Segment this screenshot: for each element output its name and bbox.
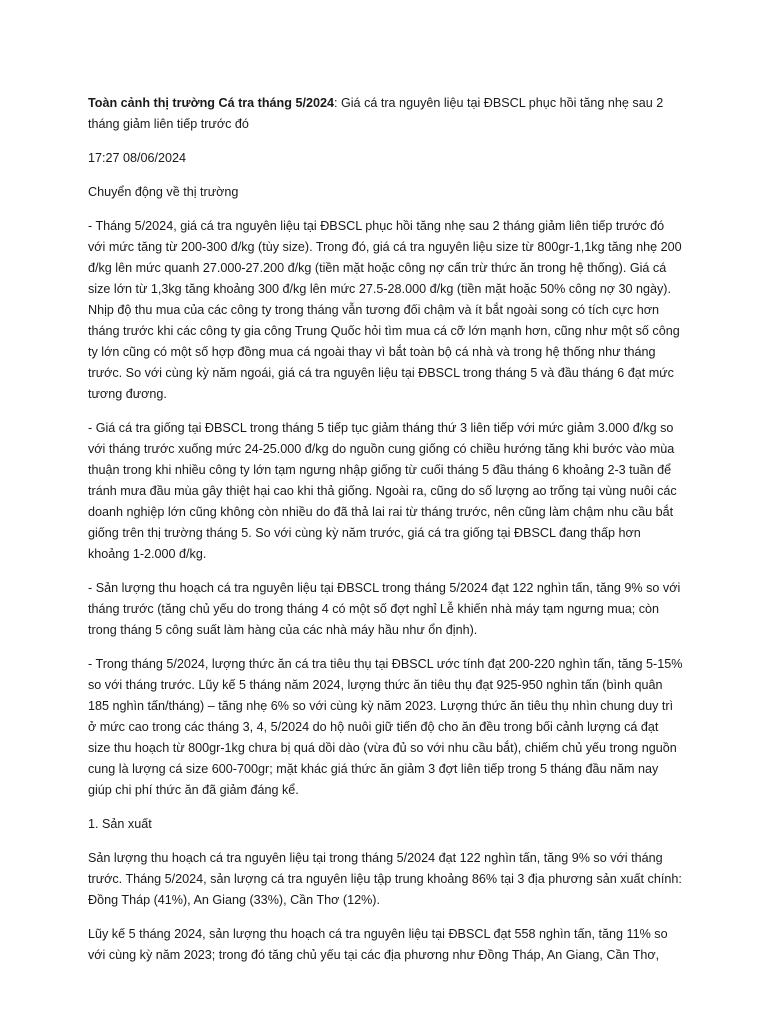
article-title-rest: : Giá cá tra nguyên liệu tại ĐBSCL phục hồi tăng nhẹ sau 2 tháng giảm liên tiếp trước đó — [88, 96, 664, 131]
paragraph-production-monthly: Sản lượng thu hoạch cá tra nguyên liệu tại trong tháng 5/2024 đạt 122 nghìn tấn, tăng 9% so với tháng trước. Tháng 5/2024, sản lượng cá tra nguyên liệu tập trung khoảng 86% tại 3 địa phương sản xuất chính: Đồng Tháp (41%), An Giang (33%), Cần Thơ (12%). — [88, 851, 682, 907]
paragraph-fingerling-price: - Giá cá tra giống tại ĐBSCL trong tháng 5 tiếp tục giảm tháng thứ 3 liên tiếp với mức giảm 3.000 đ/kg so với tháng trước xuống mức 24-25.000 đ/kg do nguồn cung giống có chiều hướng tăng khi bước vào mùa thuận trong khi nhiều công ty lớn tạm ngưng nhập giống từ cuối tháng 5 đầu tháng 6 khoảng 2-3 tuần để tránh mưa đầu mùa gây thiệt hại cao khi thả giống. Ngoài ra, cũng do số lượng ao trống tại vùng nuôi các doanh nghiệp lớn cũng không còn nhiều do đã thả lai rai từ tháng trước, nên cũng làm chậm nhu cầu bắt giống trên thị trường tháng 5. So với cùng kỳ năm trước, giá cá tra giống tại ĐBSCL đang thấp hơn khoảng 1-2.000 đ/kg. — [88, 421, 677, 561]
article-body — [88, 93, 684, 979]
article-timestamp: 17:27 08/06/2024 — [88, 151, 187, 165]
article-title — [88, 93, 684, 135]
paragraph-raw-price: - Tháng 5/2024, giá cá tra nguyên liệu tại ĐBSCL phục hồi tăng nhẹ sau 2 tháng giảm liên tiếp trước đó với mức tăng từ 200-300 đ/kg (tùy size). Trong đó, giá cá tra nguyên liệu size từ 800gr-1,1kg tăng nhẹ 200 đ/kg lên mức quanh 27.000-27.200 đ/kg (tiền mặt hoặc công nợ cấn trừ thức ăn trong hệ thống). Giá cá size lớn từ 1,3kg tăng khoảng 300 đ/kg lên mức 27.5-28.000 đ/kg (tiền mặt hoặc 50% công nợ 30 ngày). Nhịp độ thu mua của các công ty trong tháng vẫn tương đối chậm và ít bắt ngoài song có tích cực hơn tháng trước khi các công ty gia công Trung Quốc hỏi tìm mua cá cỡ lớn mạnh hơn, cũng như một số công ty lớn cũng có một số hợp đồng mua cá ngoài thay vì bắt toàn bộ cá nhà và trong hệ thống như tháng trước. So với cùng kỳ năm ngoái, giá cá tra nguyên liệu tại ĐBSCL trong tháng 5 và đầu tháng 6 đạt mức tương đương. — [88, 219, 682, 401]
article-title-bold: Toàn cảnh thị trường Cá tra tháng 5/2024 — [88, 96, 334, 110]
paragraph-production-cumulative: Lũy kế 5 tháng 2024, sản lượng thu hoạch cá tra nguyên liệu tại ĐBSCL đạt 558 nghìn tấn, tăng 11% so với cùng kỳ năm 2023; trong đó tăng chủ yếu tại các địa phương như Đồng Tháp, An Giang, Cần Thơ, — [88, 927, 668, 962]
section-heading-production: 1. Sản xuất — [88, 817, 152, 831]
section-heading-market: Chuyển động về thị trường — [88, 185, 239, 199]
paragraph-feed-consumption: - Trong tháng 5/2024, lượng thức ăn cá tra tiêu thụ tại ĐBSCL ước tính đạt 200-220 nghìn tấn, tăng 5-15% so với tháng trước. Lũy kế 5 tháng năm 2024, lượng thức ăn tiêu thụ đạt 925-950 nghìn tấn (bình quân 185 nghìn tấn/tháng) – tăng nhẹ 6% so với cùng kỳ năm 2023. Lượng thức ăn tiêu thụ nhìn chung duy trì ở mức cao trong các tháng 3, 4, 5/2024 do hộ nuôi giữ tiến độ cho ăn đều trong bối cảnh lượng cá đạt size thu hoạch từ 800gr-1kg chưa bị quá dồi dào (vừa đủ so với nhu cầu bắt), chiếm chủ yếu trong nguồn cung là lượng cá size 600-700gr; mặt khác giá thức ăn giảm 3 đợt liên tiếp trong 5 tháng đầu năm nay giúp chi phí thức ăn đã giảm đáng kể. — [88, 657, 683, 797]
paragraph-harvest-output: - Sản lượng thu hoạch cá tra nguyên liệu tại ĐBSCL trong tháng 5/2024 đạt 122 nghìn tấn, tăng 9% so với tháng trước (tăng chủ yếu do trong tháng 4 có một số đợt nghỉ Lễ khiến nhà máy tạm ngưng mua; còn trong tháng 5 công suất làm hàng của các nhà máy hầu như ổn định). — [88, 581, 681, 637]
